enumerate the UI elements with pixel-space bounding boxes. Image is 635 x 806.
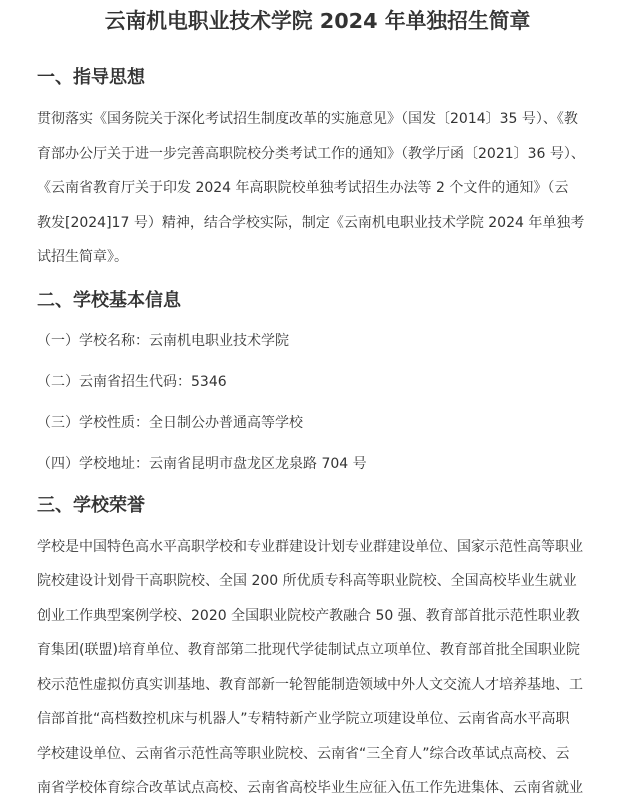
paragraph-line: 学校建设单位、云南省示范性高等职业院校、云南省“三全育人”综合改革试点高校、云 [37, 746, 570, 762]
section-heading-honors: 三、学校荣誉 [37, 495, 145, 516]
paragraph-line: 院校建设计划骨干高职院校、全国 200 所优质专科高等职业院校、全国高校毕业生就业 [37, 573, 577, 589]
paragraph-line: 学校是中国特色高水平高职学校和专业群建设计划专业群建设单位、国家示范性高等职业 [37, 539, 583, 555]
document-title: 云南机电职业技术学院 2024 年单独招生简章 [104, 9, 531, 33]
info-line-school-type: （三）学校性质：全日制公办普通高等学校 [37, 415, 303, 431]
paragraph-line: 教发[2024]17 号）精神，结合学校实际，制定《云南机电职业技术学院 2024 年单独考 [37, 215, 585, 231]
paragraph-line: 育集团(联盟)培育单位、教育部第二批现代学徒制试点立项单位、教育部首批全国职业院 [37, 642, 580, 658]
paragraph-line: 信部首批“高档数控机床与机器人”专精特新产业学院立项建设单位、云南省高水平高职 [37, 711, 570, 727]
paragraph-line: 育部办公厅关于进一步完善高职院校分类考试工作的通知》（教学厅函〔2021〕36 号）、 [37, 146, 585, 162]
paragraph-line: 校示范性虚拟仿真实训基地、教育部新一轮智能制造领域中外人文交流人才培养基地、工 [37, 677, 583, 693]
info-line-school-address: （四）学校地址：云南省昆明市盘龙区龙泉路 704 号 [37, 456, 367, 472]
paragraph-line: 贯彻落实《国务院关于深化考试招生制度改革的实施意见》（国发〔2014〕35 号）、《教 [37, 111, 578, 127]
section-heading-guiding-ideology: 一、指导思想 [37, 67, 145, 88]
paragraph-line: 试招生简章》。 [37, 249, 128, 265]
paragraph-line: 南省学校体育综合改革试点高校、云南省高校毕业生应征入伍工作先进集体、云南省就业 [37, 780, 583, 796]
paragraph-line: 创业工作典型案例学校、2020 全国职业院校产教融合 50 强、教育部首批示范性职业教 [37, 608, 580, 624]
info-line-enrollment-code: （二）云南省招生代码：5346 [37, 374, 227, 390]
paragraph-line: 《云南省教育厅关于印发 2024 年高职院校单独考试招生办法等 2 个文件的通知》（云 [37, 180, 569, 196]
info-line-school-name: （一）学校名称：云南机电职业技术学院 [37, 333, 289, 349]
section-heading-basic-info: 二、学校基本信息 [37, 290, 181, 311]
